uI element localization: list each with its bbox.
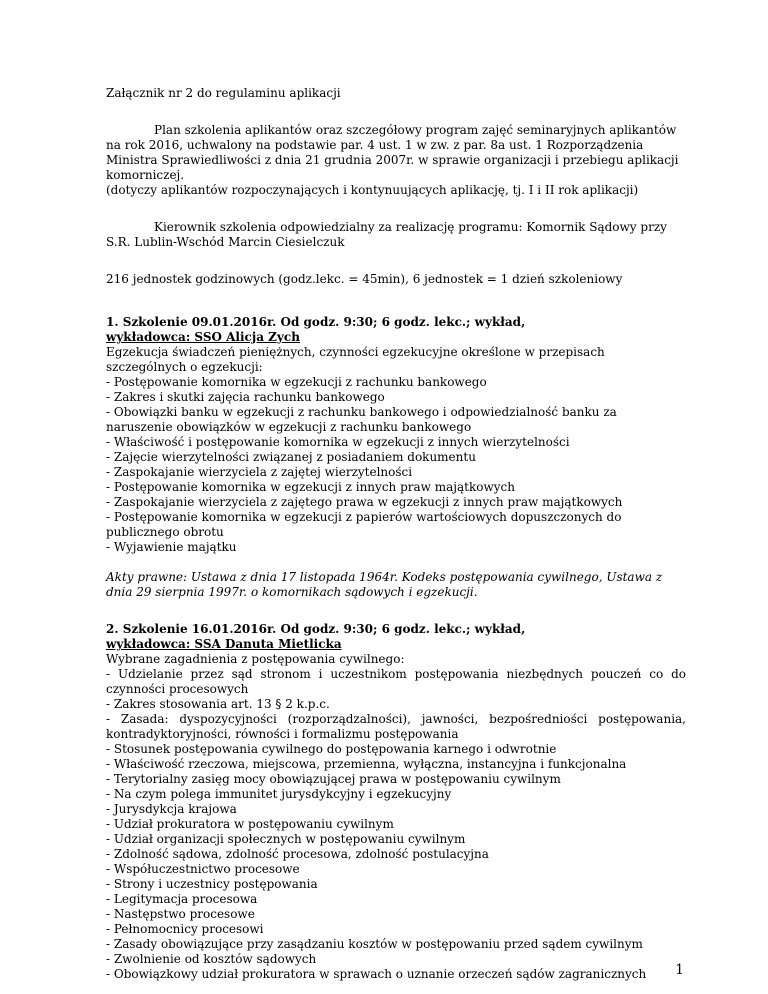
- list-item: - Udzielanie przez sąd stronom i uczestnikom postępowania niezbędnych pouczeń co do czynności procesowych: [106, 667, 686, 696]
- session-intro: Wybrane zagadnienia z postępowania cywilnego:: [106, 652, 405, 666]
- list-item: - Strony i uczestnicy postępowania: [106, 877, 318, 891]
- list-item: - Zakres stosowania art. 13 § 2 k.p.c.: [106, 697, 330, 711]
- list-item: - Stosunek postępowania cywilnego do postępowania karnego i odwrotnie: [106, 742, 557, 756]
- list-item: - Zasady obowiązujące przy zasądzaniu kosztów w postępowaniu przed sądem cywilnym: [106, 937, 643, 951]
- document-body: [106, 86, 686, 982]
- list-item: - Właściwość rzeczowa, miejscowa, przemienna, wyłączna, instancyjna i funkcjonalna: [106, 757, 627, 771]
- plan-scope: (dotyczy aplikantów rozpoczynających i kontynuujących aplikację, tj. I i II rok aplikacji): [106, 183, 639, 197]
- list-item: - Zakres i skutki zajęcia rachunku bankowego: [106, 390, 385, 404]
- topic-list: [106, 667, 686, 982]
- list-item: - Legitymacja procesowa: [106, 892, 258, 906]
- list-item: - Postępowanie komornika w egzekucji z innych praw majątkowych: [106, 480, 515, 494]
- list-item: - Obowiązkowy udział prokuratora w sprawach o uznanie orzeczeń sądów zagranicznych: [106, 967, 647, 981]
- session-lecturer: wykładowca: SSA Danuta Mietlicka: [106, 637, 342, 651]
- session-1: [106, 315, 686, 600]
- list-item: - Zwolnienie od kosztów sądowych: [106, 952, 317, 966]
- session-lecturer: wykładowca: SSO Alicja Zych: [106, 330, 300, 344]
- list-item: - Pełnomocnicy procesowi: [106, 922, 264, 936]
- legal-acts: Akty prawne: Ustawa z dnia 17 listopada 1964r. Kodeks postępowania cywilnego, Ustawa z dnia 29 sierpnia 1997r. o komornikach sądowych i egzekucji.: [106, 570, 663, 599]
- list-item: - Postępowanie komornika w egzekucji z papierów wartościowych dopuszczonych do publicznego obrotu: [106, 510, 622, 539]
- session-2: [106, 622, 686, 982]
- list-item: - Udział prokuratora w postępowaniu cywilnym: [106, 817, 394, 831]
- session-heading: 1. Szkolenie 09.01.2016r. Od godz. 9:30; 6 godz. lekc.; wykład,: [106, 315, 526, 329]
- list-item: - Postępowanie komornika w egzekucji z rachunku bankowego: [106, 375, 487, 389]
- training-manager: Kierownik szkolenia odpowiedzialny za realizację programu: Komornik Sądowy przy S.R. Lublin-Wschód Marcin Ciesielczuk: [106, 220, 667, 249]
- list-item: - Wyjawienie majątku: [106, 540, 237, 554]
- list-item: - Na czym polega immunitet jurysdykcyjny i egzekucyjny: [106, 787, 452, 801]
- list-item: - Następstwo procesowe: [106, 907, 255, 921]
- list-item: - Zasada: dyspozycyjności (rozporządzalności), jawności, bezpośredniości postępowania, kontradyktoryjności, równości i formalizmu postępowania: [106, 712, 686, 741]
- attachment-label: Załącznik nr 2 do regulaminu aplikacji: [106, 86, 341, 100]
- plan-title: Plan szkolenia aplikantów oraz szczegółowy program zajęć seminaryjnych aplikantów na rok 2016, uchwalony na podstawie par. 4 ust. 1 w zw. z par. 8a ust. 1 Rozporządzenia Ministra Sprawiedliwości z dnia 21 grudnia 2007r. w sprawie organizacji i przebiegu aplikacji komorniczej.: [106, 123, 679, 182]
- list-item: - Właściwość i postępowanie komornika w egzekucji z innych wierzytelności: [106, 435, 570, 449]
- list-item: - Terytorialny zasięg mocy obowiązującej prawa w postępowaniu cywilnym: [106, 772, 561, 786]
- page-number: 1: [675, 962, 684, 978]
- session-heading: 2. Szkolenie 16.01.2016r. Od godz. 9:30; 6 godz. lekc.; wykład,: [106, 622, 526, 636]
- list-item: - Zaspokajanie wierzyciela z zajętej wierzytelności: [106, 465, 413, 479]
- list-item: - Udział organizacji społecznych w postępowaniu cywilnym: [106, 832, 466, 846]
- list-item: - Obowiązki banku w egzekucji z rachunku bankowego i odpowiedzialność banku za naruszenie obowiązków w egzekucji z rachunku bankowego: [106, 405, 617, 434]
- list-item: - Zajęcie wierzytelności związanej z posiadaniem dokumentu: [106, 450, 476, 464]
- list-item: - Zdolność sądowa, zdolność procesowa, zdolność postulacyjna: [106, 847, 489, 861]
- session-intro: Egzekucja świadczeń pieniężnych, czynności egzekucyjne określone w przepisach szczególnych o egzekucji:: [106, 345, 605, 374]
- list-item: - Współuczestnictwo procesowe: [106, 862, 300, 876]
- list-item: - Jurysdykcja krajowa: [106, 802, 237, 816]
- hour-units: 216 jednostek godzinowych (godz.lekc. = 45min), 6 jednostek = 1 dzień szkoleniowy: [106, 272, 623, 286]
- topic-list: [106, 375, 686, 555]
- list-item: - Zaspokajanie wierzyciela z zajętego prawa w egzekucji z innych praw majątkowych: [106, 495, 623, 509]
